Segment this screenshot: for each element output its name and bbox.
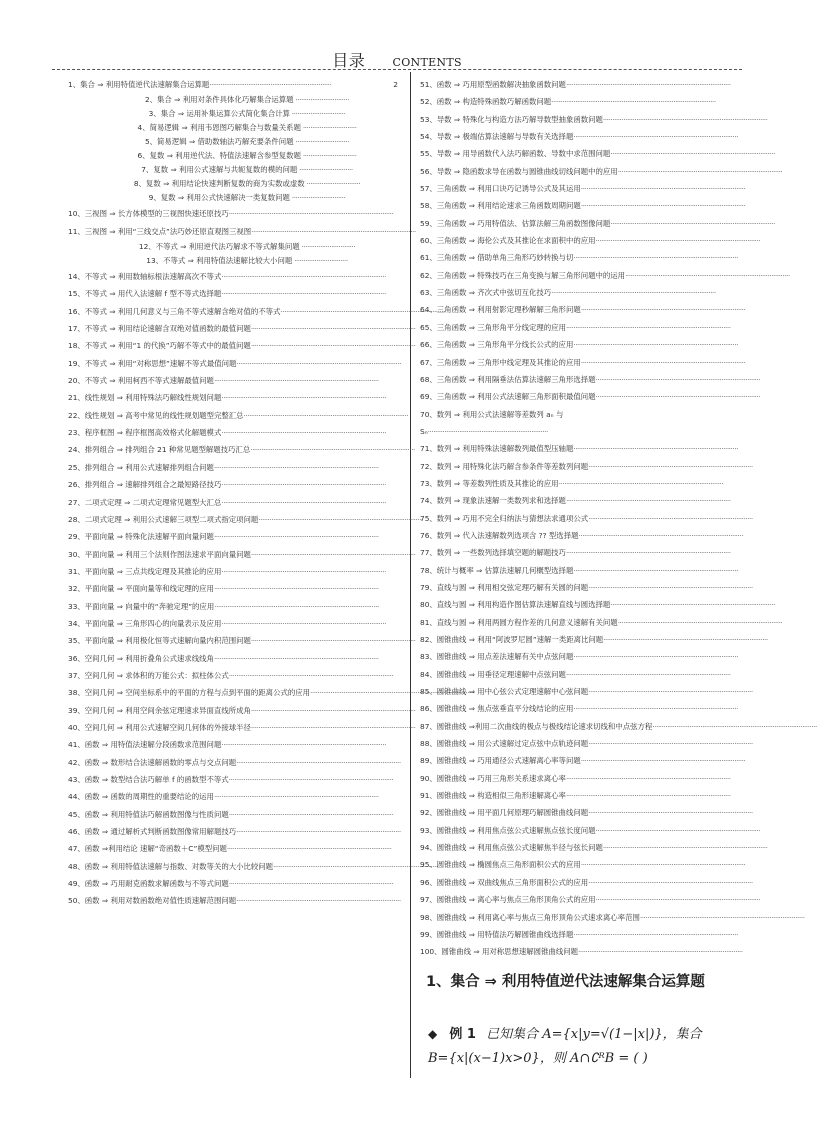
toc-entry[interactable]: 36、空间几何 ⇒ 利用折叠角公式速求线线角·························································································	[68, 653, 379, 663]
toc-entry[interactable]: 55、导数 ⇒ 用导函数代入法巧解函数、导数中求范围问题·························································································	[420, 149, 775, 159]
toc-entry-text: 100、圆锥曲线 ⇒ 用对称思想速解圆锥曲线问题	[420, 947, 579, 957]
toc-entry[interactable]: 93、圆锥曲线 ⇒ 利用焦点弦公式速解焦点弦长度问题·························································································	[420, 825, 761, 835]
toc-entry[interactable]: 28、二项式定理 ⇒ 利用公式速解三项型二项式指定项问题·························································································	[68, 514, 423, 524]
toc-entry-text: 15、不等式 ⇒ 用代入法速解 f 型不等式选择题	[68, 289, 222, 299]
toc-entry[interactable]: 96、圆锥曲线 ⇒ 双曲线焦点三角形面积公式的应用·························································································	[420, 877, 753, 887]
toc-entry[interactable]: 46、函数 ⇒ 通过解析式判断函数图像常用解题技巧·························································································	[68, 827, 401, 837]
example-block	[428, 1022, 746, 1071]
toc-entry[interactable]: 40、空间几何 ⇒ 利用公式速解空间几何体的外接球半径·························································································	[68, 722, 416, 732]
toc-entry[interactable]: 30、平面向量 ⇒ 利用三个法则作图法速求平面向量问题·························································································	[68, 549, 416, 559]
toc-entry[interactable]: 41、函数 ⇒ 用特值法速解分段函数求范围问题·························································································	[68, 740, 386, 750]
toc-entry[interactable]: 90、圆锥曲线 ⇒ 巧用三角形关系速求离心率·························································································	[420, 773, 731, 783]
toc-entry[interactable]: 32、平面向量 ⇒ 平面向量等和线定理的应用·························································································	[68, 584, 379, 594]
toc-entry[interactable]: 31、平面向量 ⇒ 三点共线定理及其推论的应用·························································································	[68, 566, 386, 576]
column-divider	[410, 72, 411, 1078]
toc-entry-text: 48、函数 ⇒ 利用特值法速解与指数、对数等关的大小比较问题	[68, 861, 274, 871]
toc-entry-text: 1、集合 ⇒ 利用特值逆代法速解集合运算题	[68, 80, 210, 89]
toc-entry[interactable]: 97、圆锥曲线 ⇒ 离心率与焦点三角形顶角公式的应用·························································································	[420, 895, 761, 905]
toc-entry-text: 80、直线与圆 ⇒ 利用构造作图估算法速解直线与圆选择题	[420, 600, 611, 610]
toc-entry-text: 7、复数 ⇒ 利用公式速解与共轭复数的模的问题	[141, 165, 298, 175]
toc-entry[interactable]: 91、圆锥曲线 ⇒ 构造相似三角形速解离心率·························································································	[420, 791, 731, 801]
toc-entry-text: 61、三角函数 ⇒ 借助单角三角形巧妙转换与切	[420, 253, 574, 263]
toc-entry-text: 79、直线与圆 ⇒ 利用相交弦定理巧解有关圆的问题	[420, 582, 589, 592]
toc-entry[interactable]: 6、复数 ⇒ 利用逆代法、特值法速解含参型复数题 ·····························	[137, 151, 357, 161]
toc-entry-text: 41、函数 ⇒ 用特值法速解分段函数求范围问题	[68, 740, 222, 750]
toc-entry[interactable]: 72、数列 ⇒ 用特殊化法巧解含参条件等差数列问题·························································································	[420, 461, 753, 471]
toc-entry[interactable]: 69、三角函数 ⇒ 利用公式法速解三角形面积最值问题·························································································	[420, 392, 761, 402]
toc-entry-text: 33、平面向量 ⇒ 向量中的“奔驰定理”的应用	[68, 601, 215, 611]
toc-entry[interactable]: 34、平面向量 ⇒ 三角形四心的向量表示及应用·························································································	[68, 618, 386, 628]
toc-entry-text: 81、直线与圆 ⇒ 利用两圆方程作差的几何意义速解有关问题	[420, 617, 618, 627]
toc-entry-text: 46、函数 ⇒ 通过解析式判断函数图像常用解题技巧	[68, 827, 237, 837]
toc-entry[interactable]: 11、三视图 ⇒ 利用“三线交点”法巧妙还原直观图三视图·························································································	[68, 226, 416, 236]
toc-entry-text: 70、数列 ⇒ 利用公式法速解等差数列 aₙ 与	[420, 409, 564, 419]
toc-entry-text: 36、空间几何 ⇒ 利用折叠角公式速求线线角	[68, 653, 214, 663]
toc-entry[interactable]: 76、数列 ⇒ 代入法速解数列选项含 ?? 型选择题·························································································	[420, 530, 744, 540]
toc-entry-text: 43、函数 ⇒ 数型结合法巧解单 f 的函数型不等式	[68, 775, 229, 784]
toc-entry-text: 94、圆锥曲线 ⇒ 利用焦点弦公式速解焦半径与弦长问题	[420, 843, 603, 853]
toc-entry-text: 50、函数 ⇒ 利用对数函数绝对值性质速解范围问题	[68, 896, 237, 906]
toc-entry-70-cont: Sₙ·································································	[420, 426, 548, 436]
toc-entry-text: 83、圆锥曲线 ⇒ 用点差法速解有关中点弦问题	[420, 652, 574, 662]
toc-entry[interactable]: 5、简易逻辑 ⇒ 借助数轴法巧解充要条件问题 ·····························	[144, 137, 350, 147]
toc-entry-1[interactable]: 1、集合 ⇒ 利用特值逆代法速解集合运算题·································································· 2	[68, 76, 398, 93]
toc-entry-text: 34、平面向量 ⇒ 三角形四心的向量表示及应用	[68, 618, 222, 628]
toc-entry-text: 95、圆锥曲线 ⇒ 椭圆焦点三角形面积公式的应用	[420, 860, 581, 870]
toc-entry-text: 21、线性规划 ⇒ 利用特殊法巧解线性规划问题	[68, 393, 222, 403]
toc-entry-text: 59、三角函数 ⇒ 巧用特值法、估算法解三角函数图像问题	[420, 218, 611, 228]
example-line-2: B={x|(x−1)x>0}，则 A∩∁ᴿB = ( )	[428, 1051, 648, 1066]
toc-entry-text: 57、三角函数 ⇒ 利用口诀巧记诱导公式及其运用	[420, 184, 581, 194]
toc-entry[interactable]: 17、不等式 ⇒ 利用结论速解含双绝对值函数的最值问题·························································································	[68, 324, 416, 334]
toc-entry[interactable]: 53、导数 ⇒ 特殊化与构造方法巧解导数型抽象函数问题·························································································	[420, 114, 768, 124]
toc-entry[interactable]: 82、圆锥曲线 ⇒ 利用“阿波罗尼圆”速解一类距离比问题·························································································	[420, 635, 768, 644]
toc-nested-group	[68, 93, 398, 205]
toc-entry[interactable]: 73、数列 ⇒ 等差数列性质及其推论的应用·························································································	[420, 478, 724, 488]
toc-entry[interactable]: 89、圆锥曲线 ⇒ 巧用通径公式速解离心率等问题·························································································	[420, 756, 746, 766]
toc-entry-text: 12、不等式 ⇒ 利用逆代法巧解求不等式解集问题	[138, 242, 300, 252]
toc-entry-text: 40、空间几何 ⇒ 利用公式速解空间几何体的外接球半径	[68, 722, 251, 732]
toc-entry[interactable]: 67、三角函数 ⇒ 三角形中线定理及其推论的应用·························································································	[420, 357, 746, 367]
toc-entry-text: 90、圆锥曲线 ⇒ 巧用三角形关系速求离心率	[420, 773, 566, 783]
toc-entry[interactable]: 27、二项式定理 ⇒ 二项式定理常见题型大汇总·························································································	[68, 497, 386, 507]
toc-entry-text: 77、数列 ⇒ 一些数列选择填空题的解题技巧	[420, 548, 566, 558]
toc-entry[interactable]: 98、圆锥曲线 ⇒ 利用离心率与焦点三角形顶角公式速求离心率范围·························································································	[420, 912, 805, 922]
toc-entry-text: 85、圆锥曲线 ⇒ 用中心弦公式定理速解中心弦问题	[420, 687, 589, 697]
toc-entry[interactable]: 13、不等式 ⇒ 利用特值法速解比较大小问题 ·····························	[146, 256, 348, 266]
toc-entry[interactable]: 74、数列 ⇒ 现象法速解一类数列求和选择题·························································································	[420, 496, 731, 506]
toc-entry[interactable]: 50、函数 ⇒ 利用对数函数绝对值性质速解范围问题·························································································	[68, 896, 401, 906]
toc-entry-text: 98、圆锥曲线 ⇒ 利用离心率与焦点三角形顶角公式速求离心率范围	[420, 912, 640, 922]
toc-entry-text: 37、空间几何 ⇒ 求体积的万能公式：拟柱体公式	[68, 670, 229, 680]
toc-entry[interactable]: 62、三角函数 ⇒ 特殊技巧在三角变换与解三角形问题中的运用·························································································	[420, 270, 790, 280]
toc-entry-text: 29、平面向量 ⇒ 特殊化法速解平面向量问题	[68, 532, 214, 542]
toc-entry[interactable]: 8、复数 ⇒ 利用结论快速判断复数的商为实数或虚数 ·····························	[133, 179, 361, 189]
toc-entry-text: 35、平面向量 ⇒ 利用极化恒等式速解向量内积范围问题	[68, 636, 251, 646]
toc-entry-text: 18、不等式 ⇒ 利用“1 的代换”巧解不等式中的最值问题	[68, 341, 251, 351]
contents-header	[0, 48, 794, 71]
toc-group	[68, 205, 416, 240]
toc-entry-text: 71、数列 ⇒ 利用特殊法速解数列最值型压轴题	[420, 444, 574, 454]
toc-entry-text: 8、复数 ⇒ 利用结论快速判断复数的商为实数或虚数	[133, 179, 305, 189]
toc-entry[interactable]: 100、圆锥曲线 ⇒ 用对称思想速解圆锥曲线问题·························································································	[420, 947, 743, 957]
toc-entry-text: 88、圆锥曲线 ⇒ 用公式速解过定点弦中点轨迹问题	[420, 739, 589, 749]
toc-entry-text: 38、空间几何 ⇒ 空间坐标系中的平面的方程与点到平面的距离公式的应用	[68, 688, 311, 698]
toc-entry-text: 53、导数 ⇒ 特殊化与构造方法巧解导数型抽象函数问题	[420, 114, 603, 124]
toc-entry-text: 39、空间几何 ⇒ 利用空间余弦定理速求异面直线所成角	[68, 705, 251, 715]
example-line-1: 已知集合 A={x|y=√(1−|x|)}，集合	[486, 1027, 702, 1042]
toc-entry[interactable]: 52、函数 ⇒ 构造特殊函数巧解函数问题·························································································	[420, 97, 716, 107]
toc-entry[interactable]: 18、不等式 ⇒ 利用“1 的代换”巧解不等式中的最值问题·························································································	[68, 341, 416, 351]
example-label: 例 1	[449, 1027, 476, 1042]
toc-entry[interactable]: 21、线性规划 ⇒ 利用特殊法巧解线性规划问题·························································································	[68, 393, 386, 403]
toc-entry-text: 3、集合 ⇒ 运用补集运算公式简化集合计算	[148, 109, 290, 119]
toc-entry-text: 49、函数 ⇒ 巧用耐克函数求解函数与不等式问题	[68, 879, 229, 889]
toc-entry-text: 27、二项式定理 ⇒ 二项式定理常见题型大汇总	[68, 497, 222, 507]
toc-entry-text: 4、简易逻辑 ⇒ 利用韦恩图巧解集合与数量关系题	[137, 123, 301, 133]
toc-entry[interactable]: 59、三角函数 ⇒ 巧用特值法、估算法解三角函数图像问题·························································································	[420, 218, 775, 228]
toc-entry-text: 68、三角函数 ⇒ 利用隔垂法估算法速解三角形选择题	[420, 374, 596, 384]
toc-entry-text: 16、不等式 ⇒ 利用几何意义与三角不等式速解含绝对值的不等式	[68, 306, 281, 316]
toc-entry[interactable]: 68、三角函数 ⇒ 利用隔垂法估算法速解三角形选择题·························································································	[420, 374, 761, 384]
toc-entry-text: 9、复数 ⇒ 利用公式快速解决一类复数问题	[148, 193, 290, 203]
section-heading: 1、集合 ⇒ 利用特值逆代法速解集合运算题	[426, 974, 705, 990]
toc-entry[interactable]: 57、三角函数 ⇒ 利用口诀巧记诱导公式及其运用·························································································	[420, 184, 746, 194]
toc-entry[interactable]: 99、圆锥曲线 ⇒ 用特值法巧解圆锥曲线选择题·························································································	[420, 929, 738, 939]
toc-entry[interactable]: 77、数列 ⇒ 一些数列选择填空题的解题技巧·························································································	[420, 548, 731, 558]
toc-entry[interactable]: 71、数列 ⇒ 利用特殊法速解数列最值型压轴题·························································································	[420, 444, 738, 454]
toc-entry-text: 6、复数 ⇒ 利用逆代法、特值法速解含参型复数题	[137, 151, 301, 161]
toc-entry-text: 47、函数 ⇒利用结论 速解“奇函数＋C”模型问题	[68, 844, 227, 854]
toc-entry[interactable]: 44、函数 ⇒ 函数的周期性的重要结论的运用·························································································	[68, 792, 379, 802]
toc-entry-text: 55、导数 ⇒ 用导函数代入法巧解函数、导数中求范围问题	[420, 149, 611, 159]
toc-entry-text: 58、三角函数 ⇒ 利用结论速求三角函数周期问题	[420, 201, 581, 211]
toc-entry-text: 72、数列 ⇒ 用特殊化法巧解含参条件等差数列问题	[420, 461, 589, 471]
toc-entry[interactable]: 43、函数 ⇒ 数型结合法巧解单 f 的函数型不等式·························································································	[68, 775, 394, 784]
toc-entry[interactable]: 81、直线与圆 ⇒ 利用两圆方程作差的几何意义速解有关问题·························································································	[420, 617, 783, 627]
toc-entry[interactable]: 80、直线与圆 ⇒ 利用构造作图估算法速解直线与圆选择题·························································································	[420, 600, 775, 610]
toc-entry-text: 30、平面向量 ⇒ 利用三个法则作图法速求平面向量问题	[68, 549, 251, 559]
toc-entry-text: 44、函数 ⇒ 函数的周期性的重要结论的运用	[68, 792, 214, 802]
toc-entry[interactable]: 33、平面向量 ⇒ 向量中的“奔驰定理”的应用·························································································	[68, 601, 379, 611]
toc-entry-text: 73、数列 ⇒ 等差数列性质及其推论的应用	[420, 478, 559, 488]
toc-entry[interactable]: 78、统计与概率 ⇒ 估算法速解几何概型选择题·························································································	[420, 565, 738, 575]
toc-entry[interactable]: 63、三角函数 ⇒ 齐次式中弦切互化技巧·························································································	[420, 288, 716, 298]
toc-entry-text: 11、三视图 ⇒ 利用“三线交点”法巧妙还原直观图三视图	[68, 226, 252, 236]
toc-entry[interactable]: 84、圆锥曲线 ⇒ 用垂径定理速解中点弦问题·························································································	[420, 669, 731, 679]
toc-entry-text: 67、三角函数 ⇒ 三角形中线定理及其推论的应用	[420, 357, 581, 367]
toc-entry[interactable]: 38、空间几何 ⇒ 空间坐标系中的平面的方程与点到平面的距离公式的应用·························································································	[68, 688, 475, 698]
toc-entry-text: 54、导数 ⇒ 极端估算法速解与导数有关选择题	[420, 132, 574, 142]
toc-entry[interactable]: 7、复数 ⇒ 利用公式速解与共轭复数的模的问题 ·····························	[141, 165, 353, 175]
toc-entry-text: 10、三视图 ⇒ 长方体模型的三视图快速还原技巧	[68, 209, 229, 219]
toc-entry[interactable]: 85、圆锥曲线 ⇒ 用中心弦公式定理速解中心弦问题·························································································	[420, 687, 753, 697]
toc-entry[interactable]: 51、函数 ⇒ 巧用原型函数解决抽象函数问题·························································································	[420, 80, 731, 89]
toc-entry-text: 69、三角函数 ⇒ 利用公式法速解三角形面积最值问题	[420, 392, 596, 402]
toc-entry[interactable]: 60、三角函数 ⇒ 海伦公式及其推论在求面积中的应用·························································································	[420, 236, 761, 246]
toc-entry-text: 2、集合 ⇒ 利用对条件具体化巧解集合运算题	[144, 95, 294, 105]
toc-entry[interactable]: 24、排列组合 ⇒ 排列组合 21 种常见题型解题技巧汇总·························································································	[68, 445, 415, 455]
toc-entry[interactable]: 83、圆锥曲线 ⇒ 用点差法速解有关中点弦问题·························································································	[420, 652, 738, 662]
toc-entry-text: 26、排列组合 ⇒ 速解排列组合之最短路径技巧	[68, 480, 222, 490]
toc-entry-text: 74、数列 ⇒ 现象法速解一类数列求和选择题	[420, 496, 566, 506]
toc-entry-text: Sₙ	[420, 426, 428, 436]
toc-entry[interactable]: 22、线性规划 ⇒ 高考中常见的线性规划题型完整汇总·························································································	[68, 410, 409, 420]
toc-entry-70[interactable]	[420, 406, 742, 423]
toc-entry[interactable]: 87、圆锥曲线 ⇒利用二次曲线的极点与极线结论速求切线和中点弦方程·························································································	[420, 721, 817, 731]
toc-entry[interactable]: 12、不等式 ⇒ 利用逆代法巧解求不等式解集问题 ·····························	[138, 242, 356, 252]
toc-entry-text: 45、函数 ⇒ 利用特值法巧解函数图像与性质问题	[68, 809, 229, 819]
toc-entry-text: 76、数列 ⇒ 代入法速解数列选项含 ?? 型选择题	[420, 530, 579, 540]
toc-entry[interactable]: 19、不等式 ⇒ 利用“对称思想”速解不等式最值问题·························································································	[68, 358, 401, 368]
toc-entry-text: 99、圆锥曲线 ⇒ 用特值法巧解圆锥曲线选择题	[420, 929, 574, 939]
diamond-bullet-icon: ◆	[428, 1027, 438, 1041]
toc-entry[interactable]: 26、排列组合 ⇒ 速解排列组合之最短路径技巧·························································································	[68, 480, 386, 490]
toc-entry-text: 5、简易逻辑 ⇒ 借助数轴法巧解充要条件问题	[144, 137, 294, 147]
toc-group	[420, 76, 790, 406]
toc-entry[interactable]: 20、不等式 ⇒ 利用柯西不等式速解最值问题·························································································	[68, 376, 379, 386]
toc-entry[interactable]: 48、函数 ⇒ 利用特值法速解与指数、对数等关的大小比较问题·························································································	[68, 861, 438, 871]
toc-entry[interactable]: 94、圆锥曲线 ⇒ 利用焦点弦公式速解焦半径与弦长问题·························································································	[420, 843, 768, 853]
toc-entry-text: 13、不等式 ⇒ 利用特值法速解比较大小问题	[146, 256, 293, 266]
contents-title-en: CONTENTS	[392, 56, 462, 69]
toc-nested-group	[68, 240, 398, 268]
toc-entry[interactable]: 14、不等式 ⇒ 利用数轴标根法速解高次不等式·························································································	[68, 272, 386, 282]
toc-entry[interactable]: 23、程序框图 ⇒ 程序框图高效格式化解题模式·························································································	[68, 428, 386, 438]
toc-entry[interactable]: 66、三角函数 ⇒ 三角形角平分线长公式的应用·························································································	[420, 340, 738, 350]
toc-entry-text: 31、平面向量 ⇒ 三点共线定理及其推论的应用	[68, 566, 222, 576]
toc-entry-text: 52、函数 ⇒ 构造特殊函数巧解函数问题	[420, 97, 552, 107]
toc-entry[interactable]: 58、三角函数 ⇒ 利用结论速求三角函数周期问题·························································································	[420, 201, 746, 211]
toc-entry[interactable]: 79、直线与圆 ⇒ 利用相交弦定理巧解有关圆的问题·························································································	[420, 582, 753, 592]
toc-entry-text: 65、三角函数 ⇒ 三角形角平分线定理的应用	[420, 322, 566, 332]
toc-entry[interactable]: 61、三角函数 ⇒ 借助单角三角形巧妙转换与切·························································································	[420, 253, 738, 263]
toc-entry[interactable]: 54、导数 ⇒ 极端估算法速解与导数有关选择题·························································································	[420, 132, 738, 142]
toc-entry-text: 17、不等式 ⇒ 利用结论速解含双绝对值函数的最值问题	[68, 324, 251, 334]
toc-entry[interactable]: 39、空间几何 ⇒ 利用空间余弦定理速求异面直线所成角·························································································	[68, 705, 416, 715]
toc-entry[interactable]: 75、数列 ⇒ 巧用不完全归纳法与猜想法求通项公式·························································································	[420, 513, 753, 523]
toc-entry-text: 64、三角函数 ⇒ 利用射影定理秒解解三角形问题	[420, 305, 581, 315]
toc-entry[interactable]: 56、导数 ⇒ 隐函数求导在函数与圆锥曲线切线问题中的应用·························································································	[420, 166, 783, 176]
toc-entry-text: 25、排列组合 ⇒ 利用公式速解排列组合问题	[68, 462, 214, 472]
toc-entry-text: 24、排列组合 ⇒ 排列组合 21 种常见题型解题技巧汇总	[68, 445, 251, 455]
toc-entry-text: 32、平面向量 ⇒ 平面向量等和线定理的应用	[68, 584, 214, 594]
toc-entry-text: 97、圆锥曲线 ⇒ 离心率与焦点三角形顶角公式的应用	[420, 895, 596, 905]
toc-entry-text: 66、三角函数 ⇒ 三角形角平分线长公式的应用	[420, 340, 574, 350]
toc-group	[420, 440, 817, 960]
toc-entry[interactable]: 16、不等式 ⇒ 利用几何意义与三角不等式速解含绝对值的不等式·························································································	[68, 306, 446, 316]
toc-entry[interactable]: 42、函数 ⇒ 数形结合法速解函数的零点与交点问题·························································································	[68, 757, 401, 767]
toc-entry[interactable]: 4、简易逻辑 ⇒ 利用韦恩图巧解集合与数量关系题 ·····························	[137, 123, 357, 133]
toc-entry[interactable]: 92、圆锥曲线 ⇒ 用平面几何原理巧解圆锥曲线问题·························································································	[420, 808, 753, 818]
toc-entry-text: 19、不等式 ⇒ 利用“对称思想”速解不等式最值问题	[68, 358, 237, 368]
toc-entry[interactable]: 2、集合 ⇒ 利用对条件具体化巧解集合运算题 ·····························	[144, 95, 350, 105]
contents-title-cn: 目录	[332, 51, 366, 70]
toc-entry-text: 75、数列 ⇒ 巧用不完全归纳法与猜想法求通项公式	[420, 513, 589, 523]
toc-entry-text: 92、圆锥曲线 ⇒ 用平面几何原理巧解圆锥曲线问题	[420, 808, 589, 818]
toc-entry[interactable]: 95、圆锥曲线 ⇒ 椭圆焦点三角形面积公式的应用·························································································	[420, 860, 746, 870]
toc-entry[interactable]: 47、函数 ⇒利用结论 速解“奇函数＋C”模型问题·························································································	[68, 844, 392, 854]
toc-entry-text: 86、圆锥曲线 ⇒ 焦点弦垂直平分线结论的应用	[420, 704, 574, 714]
toc-entry[interactable]: 29、平面向量 ⇒ 特殊化法速解平面向量问题·························································································	[68, 532, 379, 542]
toc-entry[interactable]: 49、函数 ⇒ 巧用耐克函数求解函数与不等式问题·························································································	[68, 879, 394, 889]
toc-entry-text: 91、圆锥曲线 ⇒ 构造相似三角形速解离心率	[420, 791, 566, 801]
toc-entry-text: 28、二项式定理 ⇒ 利用公式速解三项型二项式指定项问题	[68, 514, 259, 524]
toc-entry-text: 78、统计与概率 ⇒ 估算法速解几何概型选择题	[420, 565, 574, 575]
toc-entry[interactable]: 65、三角函数 ⇒ 三角形角平分线定理的应用·························································································	[420, 322, 731, 332]
toc-entry-text: 96、圆锥曲线 ⇒ 双曲线焦点三角形面积公式的应用	[420, 877, 589, 887]
header-divider	[52, 69, 742, 70]
toc-entry-text: 63、三角函数 ⇒ 齐次式中弦切互化技巧	[420, 288, 552, 298]
toc-entry[interactable]: 45、函数 ⇒ 利用特值法巧解函数图像与性质问题·························································································	[68, 809, 394, 819]
toc-entry[interactable]: 88、圆锥曲线 ⇒ 用公式速解过定点弦中点轨迹问题·························································································	[420, 739, 753, 749]
toc-column-right	[420, 76, 817, 961]
toc-entry[interactable]: 3、集合 ⇒ 运用补集运算公式简化集合计算 ·····························	[148, 109, 346, 119]
toc-entry[interactable]: 35、平面向量 ⇒ 利用极化恒等式速解向量内积范围问题·························································································	[68, 636, 416, 646]
toc-entry[interactable]: 37、空间几何 ⇒ 求体积的万能公式：拟柱体公式·························································································	[68, 670, 394, 680]
toc-entry-text: 89、圆锥曲线 ⇒ 巧用通径公式速解离心率等问题	[420, 756, 581, 766]
toc-entry-text: 60、三角函数 ⇒ 海伦公式及其推论在求面积中的应用	[420, 236, 596, 246]
toc-entry[interactable]: 64、三角函数 ⇒ 利用射影定理秒解解三角形问题·························································································	[420, 305, 746, 315]
toc-entry[interactable]: 9、复数 ⇒ 利用公式快速解决一类复数问题 ·····························	[148, 193, 346, 203]
toc-entry[interactable]: 25、排列组合 ⇒ 利用公式速解排列组合问题·························································································	[68, 462, 379, 472]
toc-entry-text: 22、线性规划 ⇒ 高考中常见的线性规划题型完整汇总	[68, 410, 244, 420]
toc-entry-text: 93、圆锥曲线 ⇒ 利用焦点弦公式速解焦点弦长度问题	[420, 825, 596, 835]
toc-entry-text: 84、圆锥曲线 ⇒ 用垂径定理速解中点弦问题	[420, 669, 566, 679]
toc-entry-text: 20、不等式 ⇒ 利用柯西不等式速解最值问题	[68, 376, 214, 386]
toc-page-number: 2	[393, 80, 398, 89]
toc-entry-text: 23、程序框图 ⇒ 程序框图高效格式化解题模式	[68, 428, 222, 438]
toc-entry[interactable]: 86、圆锥曲线 ⇒ 焦点弦垂直平分线结论的应用·························································································	[420, 704, 738, 714]
toc-entry-text: 14、不等式 ⇒ 利用数轴标根法速解高次不等式	[68, 272, 222, 282]
toc-entry-text: 42、函数 ⇒ 数形结合法速解函数的零点与交点问题	[68, 757, 237, 767]
toc-entry-text: 56、导数 ⇒ 隐函数求导在函数与圆锥曲线切线问题中的应用	[420, 166, 618, 176]
toc-entry-text: 87、圆锥曲线 ⇒利用二次曲线的极点与极线结论速求切线和中点弦方程	[420, 721, 653, 731]
toc-entry[interactable]: 10、三视图 ⇒ 长方体模型的三视图快速还原技巧·························································································	[68, 209, 394, 219]
toc-entry[interactable]: 15、不等式 ⇒ 用代入法速解 f 型不等式选择题·························································································	[68, 289, 386, 299]
toc-entry-text: 51、函数 ⇒ 巧用原型函数解决抽象函数问题	[420, 80, 566, 89]
toc-entry-text: 62、三角函数 ⇒ 特殊技巧在三角变换与解三角形问题中的运用	[420, 270, 626, 280]
toc-entry-text: 82、圆锥曲线 ⇒ 利用“阿波罗尼圆”速解一类距离比问题	[420, 635, 604, 644]
